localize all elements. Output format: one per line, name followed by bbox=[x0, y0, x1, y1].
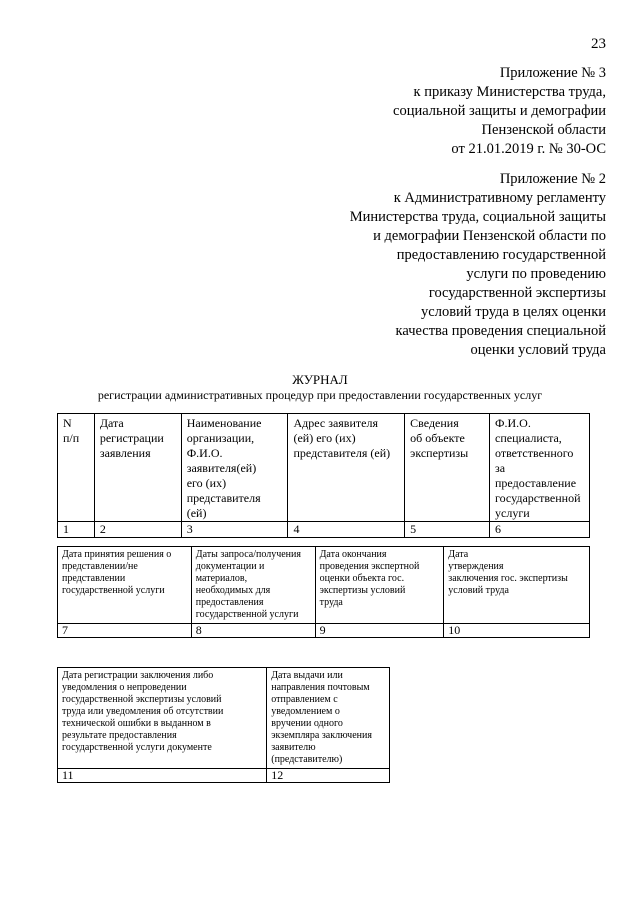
column-number: 9 bbox=[315, 624, 444, 638]
annex-line: качества проведения специальной bbox=[395, 323, 606, 339]
annex-line: оценки условий труда bbox=[470, 342, 606, 358]
annex-line: к приказу Министерства труда, bbox=[413, 84, 606, 100]
annex-line: государственной экспертизы bbox=[428, 285, 606, 301]
table-header-row bbox=[58, 414, 590, 522]
annex-line: предоставлению государственной bbox=[396, 247, 606, 263]
header-cell: Дата регистрации заявления bbox=[94, 414, 181, 522]
column-number-row bbox=[58, 522, 590, 538]
journal-subtitle: регистрации административных процедур при предоставлении государственных услуг bbox=[97, 388, 543, 402]
annex-line: и демографии Пензенской области по bbox=[373, 228, 606, 244]
column-number: 5 bbox=[405, 522, 490, 538]
annex-line: условий труда в целях оценки bbox=[421, 304, 606, 320]
annex-2-header bbox=[350, 170, 606, 360]
journal-title: ЖУРНАЛ bbox=[292, 372, 348, 387]
column-number: 4 bbox=[288, 522, 405, 538]
column-number: 7 bbox=[58, 624, 192, 638]
header-cell: Дата окончания проведения экспертной оценки объекта гос. экспертизы условий труда bbox=[315, 547, 444, 624]
annex-line: Министерства труда, социальной защиты bbox=[349, 209, 606, 225]
journal-table-part-1 bbox=[57, 413, 590, 538]
header-cell: Ф.И.О. специалиста, ответственного за предоставление государственной услуги bbox=[490, 414, 590, 522]
table-header-row bbox=[58, 668, 390, 769]
annex-line: от 21.01.2019 г. № 30-ОС bbox=[451, 141, 606, 157]
annex-line: Приложение № 2 bbox=[499, 171, 606, 187]
column-number: 10 bbox=[444, 624, 590, 638]
header-cell: Дата регистрации заключения либо уведомления о непроведении государственной экспертизы условий труда или уведомления об отсутствии технической ошибки в выданном в результате предоставления государственной услуги документе bbox=[58, 668, 267, 769]
column-number-row bbox=[58, 769, 390, 783]
header-cell: Сведения об объекте экспертизы bbox=[405, 414, 490, 522]
annex-line: услуги по проведению bbox=[466, 266, 606, 282]
annex-line: к Административному регламенту bbox=[393, 190, 606, 206]
annex-3-header bbox=[393, 64, 606, 159]
annex-line: Приложение № 3 bbox=[499, 65, 606, 81]
header-cell: Дата утверждения заключения гос. экспертизы условий труда bbox=[444, 547, 590, 624]
column-number: 1 bbox=[58, 522, 95, 538]
journal-table-part-2 bbox=[57, 546, 590, 638]
header-cell: Адрес заявителя (ей) его (их) представителя (ей) bbox=[288, 414, 405, 522]
column-number-row bbox=[58, 624, 590, 638]
header-cell: Наименование организации, Ф.И.О. заявителя(ей) его (их) представителя (ей) bbox=[181, 414, 288, 522]
journal-table-part-3 bbox=[57, 667, 390, 783]
annex-line: социальной защиты и демографии bbox=[393, 103, 606, 119]
header-cell: N п/п bbox=[58, 414, 95, 522]
column-number: 2 bbox=[94, 522, 181, 538]
table-header-row bbox=[58, 547, 590, 624]
column-number: 12 bbox=[267, 769, 390, 783]
column-number: 6 bbox=[490, 522, 590, 538]
column-number: 11 bbox=[58, 769, 267, 783]
column-number: 3 bbox=[181, 522, 288, 538]
page-number: 23 bbox=[591, 36, 606, 52]
header-cell: Дата выдачи или направления почтовым отправлением с уведомлением о вручении одного экземпляра заключения заявителю (представителю) bbox=[267, 668, 390, 769]
column-number: 8 bbox=[191, 624, 315, 638]
header-cell: Даты запроса/получения документации и материалов, необходимых для предоставления государственной услуги bbox=[191, 547, 315, 624]
header-cell: Дата принятия решения о представлении/не представлении государственной услуги bbox=[58, 547, 192, 624]
annex-line: Пензенской области bbox=[481, 122, 606, 138]
